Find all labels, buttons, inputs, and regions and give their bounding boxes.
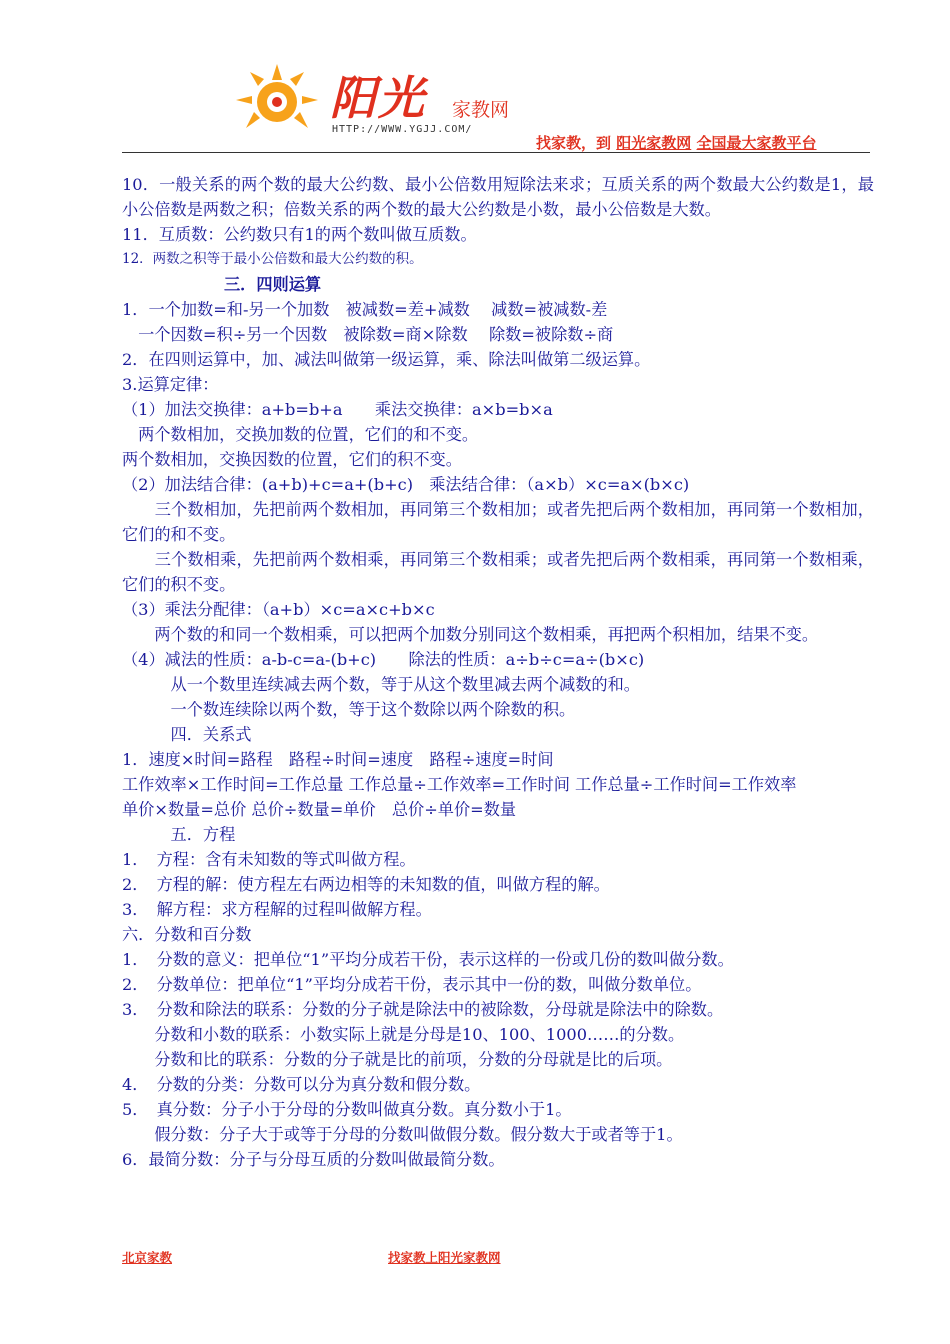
- section-heading-6: 六．分数和百分数: [122, 925, 252, 944]
- para-12: 12．两数之积等于最小公倍数和最大公约数的积。: [122, 251, 423, 267]
- line-fraction-decimal: 分数和小数的联系：小数实际上就是分母是10、100、1000……的分数。: [122, 1025, 685, 1044]
- section-heading-4: 四．关系式: [122, 725, 252, 744]
- line-fraction-ratio: 分数和比的联系：分数的分子就是比的前项，分数的分母就是比的后项。: [122, 1050, 673, 1069]
- line-equation: 1． 方程：含有未知数的等式叫做方程。: [122, 850, 416, 869]
- line-associative-mul-desc: 三个数相乘，先把前两个数相乘，再同第三个数相乘；或者先把后两个数相乘，再同第一个数相乘，它们的积不变。: [122, 550, 874, 594]
- section-heading-5: 五．方程: [122, 825, 236, 844]
- slogan-site-link[interactable]: 阳光家教网: [616, 134, 692, 152]
- line-addition: 1．一个加数=和-另一个加数 被减数=差+减数 减数=被减数-差: [122, 300, 608, 319]
- footer-center-link[interactable]: 找家教上阳光家教网: [388, 1250, 501, 1265]
- line-equation-solution: 2． 方程的解：使方程左右两边相等的未知数的值，叫做方程的解。: [122, 875, 610, 894]
- line-fraction-unit: 2． 分数单位：把单位“1”平均分成若干份，表示其中一份的数，叫做分数单位。: [122, 975, 702, 994]
- line-distributive: （3）乘法分配律：（a+b）×c=a×c+b×c: [122, 600, 435, 619]
- line-distributive-desc: 两个数的和同一个数相乘，可以把两个加数分别同这个数相乘，再把两个积相加，结果不变。: [122, 625, 819, 644]
- line-commutative-mul-desc: 两个数相加，交换因数的位置，它们的积不变。: [122, 450, 462, 469]
- logo-url: HTTP://WWW.YGJJ.COM/: [332, 124, 473, 135]
- line-proper-fraction: 5． 真分数：分子小于分母的分数叫做真分数。真分数小于1。: [122, 1100, 572, 1119]
- line-work: 工作效率×工作时间=工作总量 工作总量÷工作效率=工作时间 工作总量÷工作时间=工作效率: [122, 775, 797, 794]
- line-associative: （2）加法结合律：(a+b)+c=a+(b+c) 乘法结合律：（a×b）×c=a×(b×c): [122, 475, 690, 494]
- line-solve-equation: 3． 解方程：求方程解的过程叫做解方程。: [122, 900, 432, 919]
- footer-left-link[interactable]: 北京家教: [122, 1250, 173, 1265]
- para-11: 11．互质数：公约数只有1的两个数叫做互质数。: [122, 225, 477, 244]
- slogan-part-c[interactable]: 全国最大家教平台: [696, 134, 817, 152]
- line-multiplication: 一个因数=积÷另一个因数 被除数=商×除数 除数=被除数÷商: [122, 325, 614, 344]
- line-simplest-fraction: 6．最简分数：分子与分母互质的分数叫做最简分数。: [122, 1150, 505, 1169]
- header-rule: [122, 152, 870, 153]
- slogan-part-a: 找家教，到: [536, 134, 612, 152]
- header-slogan: [536, 132, 817, 153]
- document-body: [122, 172, 874, 1172]
- line-price: 单价×数量=总价 总价÷数量=单价 总价÷单价=数量: [122, 800, 517, 819]
- sun-logo-icon: [232, 62, 322, 142]
- section-heading-3: 三．四则运算: [224, 275, 322, 294]
- line-fraction-division: 3． 分数和除法的联系：分数的分子就是除法中的被除数，分母就是除法中的除数。: [122, 1000, 724, 1019]
- line-division-desc: 一个数连续除以两个数，等于这个数除以两个除数的积。: [122, 700, 576, 719]
- line-fraction-types: 4． 分数的分类：分数可以分为真分数和假分数。: [122, 1075, 481, 1094]
- logo-subtitle: 家教网: [452, 99, 510, 121]
- line-speed: 1．速度×时间=路程 路程÷时间=速度 路程÷速度=时间: [122, 750, 554, 769]
- line-improper-fraction: 假分数：分子大于或等于分母的分数叫做假分数。假分数大于或者等于1。: [122, 1125, 683, 1144]
- line-operation-levels: 2．在四则运算中，加、减法叫做第一级运算，乘、除法叫做第二级运算。: [122, 350, 651, 369]
- page-header: [0, 0, 950, 160]
- line-fraction-meaning: 1． 分数的意义：把单位“1”平均分成若干份，表示这样的一份或几份的数叫做分数。: [122, 950, 734, 969]
- line-commutative: （1）加法交换律：a+b=b+a 乘法交换律：a×b=b×a: [122, 400, 553, 419]
- logo-wordmark: 阳光: [330, 71, 426, 125]
- line-laws-title: 3.运算定律：: [122, 375, 219, 394]
- line-commutative-add-desc: 两个数相加，交换加数的位置，它们的和不变。: [122, 425, 479, 444]
- line-sub-div-properties: （4）减法的性质：a-b-c=a-(b+c) 除法的性质：a÷b÷c=a÷(b×c): [122, 650, 645, 669]
- line-subtraction-desc: 从一个数里连续减去两个数，等于从这个数里减去两个减数的和。: [122, 675, 640, 694]
- line-associative-add-desc: 三个数相加，先把前两个数相加，再同第三个数相加；或者先把后两个数相加，再同第一个数相加，它们的和不变。: [122, 500, 874, 544]
- para-10: 10．一般关系的两个数的最大公约数、最小公倍数用短除法来求；互质关系的两个数最大公约数是1，最小公倍数是两数之积；倍数关系的两个数的最大公约数是小数，最小公倍数是大数。: [122, 175, 874, 219]
